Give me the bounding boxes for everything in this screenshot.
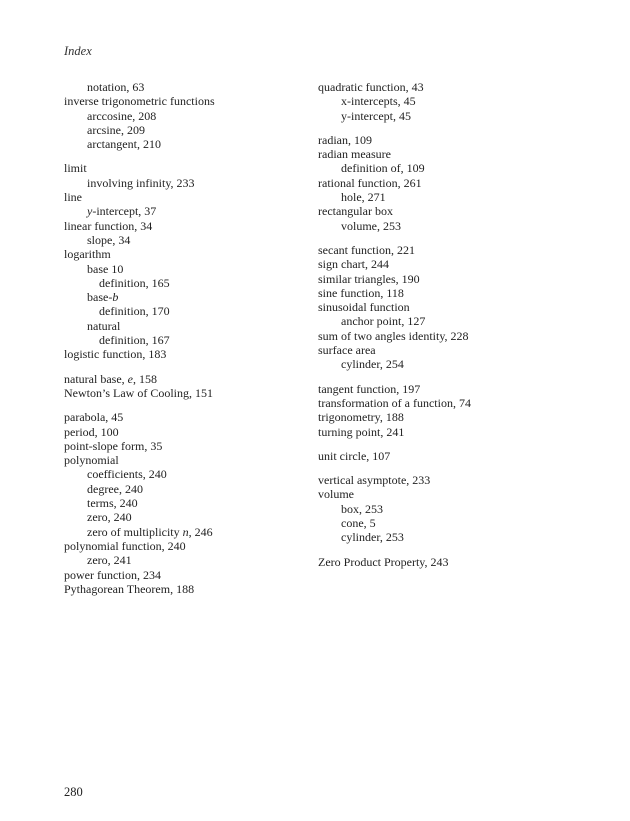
- index-letter-group: [318, 80, 568, 123]
- index-entry: Pythagorean Theorem, 188: [64, 581, 195, 596]
- index-letter-group: [318, 555, 568, 569]
- index-letter-group: [318, 243, 568, 372]
- index-subentry: volume, 253: [341, 218, 401, 233]
- index-subentry: slope, 34: [87, 232, 131, 247]
- index-subentry: arccosine, 208: [87, 108, 157, 123]
- index-entry: line: [64, 190, 82, 205]
- index-subentry: degree, 240: [87, 481, 143, 496]
- index-entry: polynomial: [64, 453, 119, 468]
- index-subentry: box, 253: [341, 501, 383, 516]
- index-subentry: zero, 241: [87, 553, 132, 568]
- index-entry: volume: [318, 487, 354, 502]
- index-entry: point-slope form, 35: [64, 438, 163, 453]
- index-entry: natural base, e, 158: [64, 371, 157, 386]
- index-subentry: hole, 271: [341, 190, 386, 205]
- index-letter-group: [318, 382, 568, 439]
- index-entry: transformation of a function, 74: [318, 395, 471, 410]
- index-subentry: anchor point, 127: [341, 314, 426, 329]
- index-entry: unit circle, 107: [318, 448, 391, 463]
- index-subentry: zero, 240: [87, 510, 132, 525]
- index-entry: secant function, 221: [318, 242, 415, 257]
- index-letter-group: [318, 449, 568, 463]
- index-subentry: notation, 63: [87, 80, 145, 94]
- index-subentry: natural: [87, 318, 121, 333]
- index-subentry: cylinder, 253: [341, 530, 404, 545]
- index-entry: period, 100: [64, 424, 119, 439]
- index-subentry: definition of, 109: [341, 161, 425, 176]
- index-entry: logarithm: [64, 247, 111, 262]
- index-subentry: definition, 170: [99, 304, 170, 319]
- index-entry: sum of two angles identity, 228: [318, 328, 469, 343]
- index-entry: quadratic function, 43: [318, 80, 424, 94]
- index-letter-group: [318, 133, 568, 233]
- index-entry: vertical asymptote, 233: [318, 473, 431, 488]
- index-subentry: y-intercept, 45: [341, 108, 411, 123]
- index-letter-group: [64, 161, 314, 361]
- index-subentry: cylinder, 254: [341, 357, 404, 372]
- running-head-title: Index: [64, 44, 92, 58]
- index-subentry: x-intercepts, 45: [341, 94, 416, 109]
- index-entry: logistic function, 183: [64, 347, 167, 362]
- index-entry: linear function, 34: [64, 218, 153, 233]
- index-entry: tangent function, 197: [318, 381, 421, 396]
- index-subentry: y-intercept, 37: [87, 204, 157, 219]
- index-entry: radian, 109: [318, 132, 372, 147]
- index-entry: rectangular box: [318, 204, 393, 219]
- index-letter-group: [64, 80, 314, 151]
- index-entry: Newton’s Law of Cooling, 151: [64, 385, 213, 400]
- index-entry: sine function, 118: [318, 285, 404, 300]
- index-subentry: involving infinity, 233: [87, 175, 195, 190]
- index-entry: power function, 234: [64, 567, 161, 582]
- index-entry: polynomial function, 240: [64, 538, 186, 553]
- index-column-left: [64, 80, 314, 606]
- index-subentry: base-b: [87, 290, 119, 305]
- index-column-right: [318, 80, 568, 579]
- index-entry: radian measure: [318, 147, 391, 162]
- index-subentry: base 10: [87, 261, 124, 276]
- index-entry: parabola, 45: [64, 410, 124, 425]
- index-letter-group: [64, 410, 314, 596]
- index-subentry: coefficients, 240: [87, 467, 167, 482]
- index-entry: Zero Product Property, 243: [318, 554, 449, 569]
- index-entry: trigonometry, 188: [318, 410, 404, 425]
- index-subentry: terms, 240: [87, 496, 138, 511]
- index-subentry: zero of multiplicity n, 246: [87, 524, 213, 539]
- page-number: 280: [64, 785, 83, 799]
- index-subentry: definition, 165: [99, 275, 170, 290]
- index-entry: sinusoidal function: [318, 300, 410, 315]
- index-entry: limit: [64, 161, 87, 176]
- index-letter-group: [64, 372, 314, 401]
- index-entry: surface area: [318, 343, 376, 358]
- index-entry: similar triangles, 190: [318, 271, 420, 286]
- index-subentry: arctangent, 210: [87, 137, 161, 152]
- index-entry: inverse trigonometric functions: [64, 94, 215, 109]
- index-entry: sign chart, 244: [318, 257, 389, 272]
- index-subentry: definition, 167: [99, 333, 170, 348]
- index-entry: rational function, 261: [318, 175, 422, 190]
- index-entry: turning point, 241: [318, 424, 405, 439]
- index-subentry: arcsine, 209: [87, 122, 145, 137]
- index-subentry: cone, 5: [341, 516, 376, 531]
- index-letter-group: [318, 473, 568, 544]
